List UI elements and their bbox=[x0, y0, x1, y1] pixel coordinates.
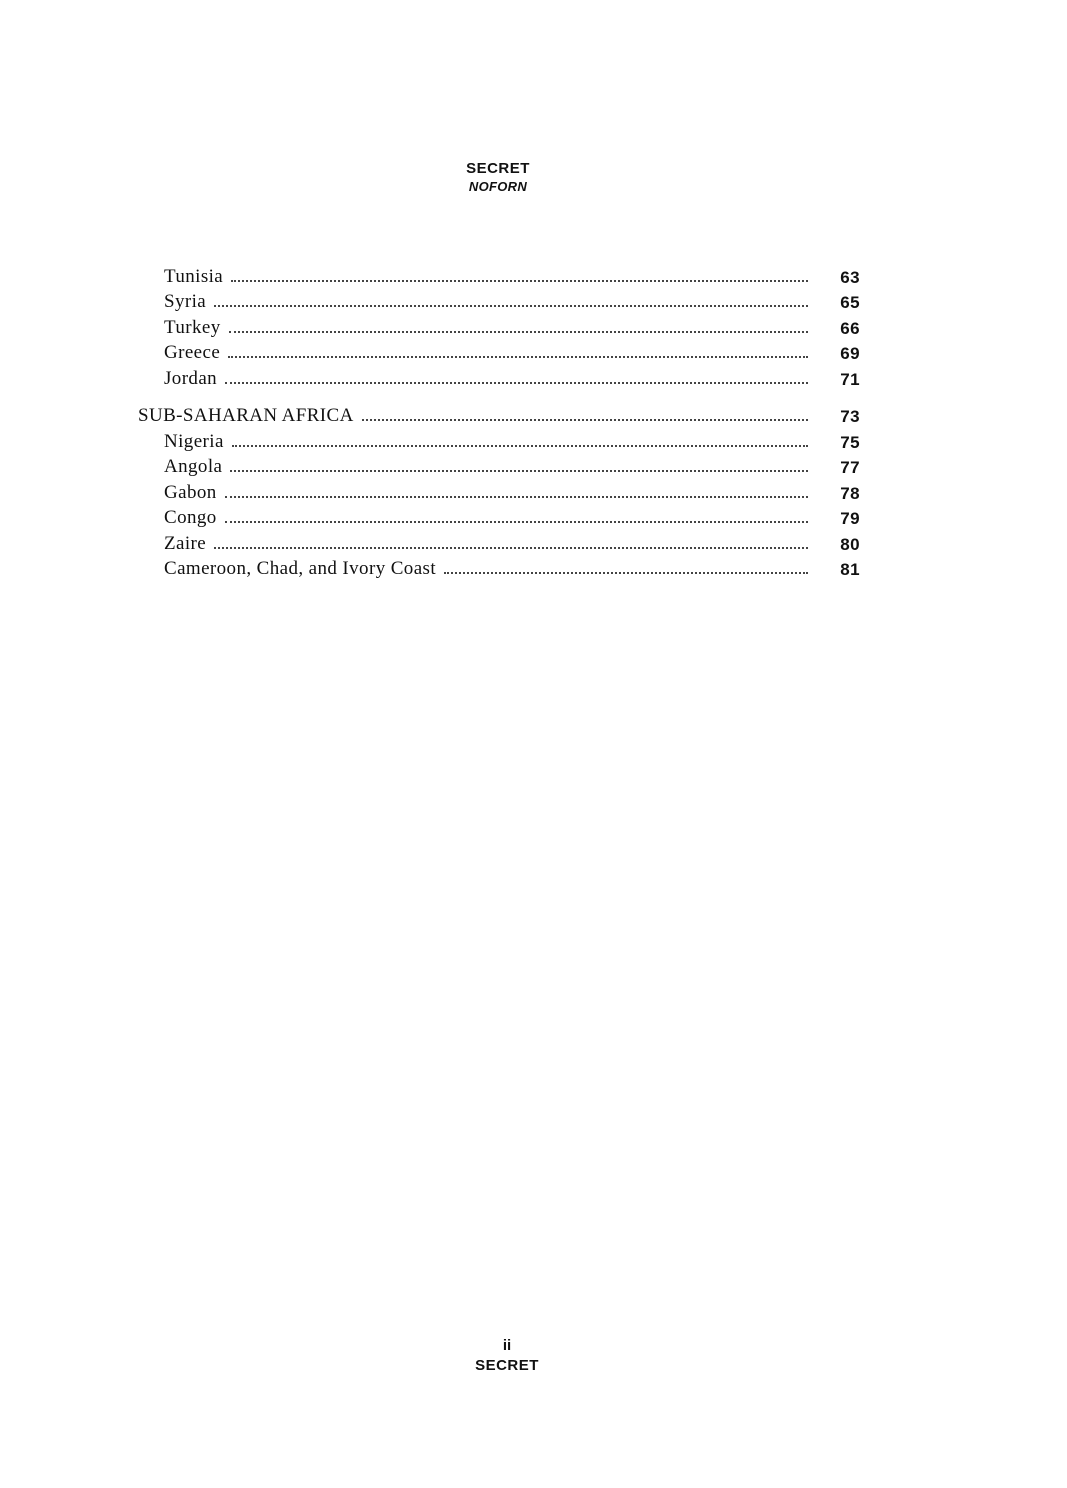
toc-entry-syria bbox=[138, 288, 860, 314]
toc-dot-leader bbox=[444, 572, 808, 574]
toc-dot-leader bbox=[225, 382, 808, 384]
toc-entry-page-number: 79 bbox=[840, 509, 860, 528]
toc-section bbox=[138, 402, 860, 581]
toc-entry-label: Cameroon, Chad, and Ivory Coast bbox=[164, 558, 437, 579]
footer-classification-marking: SECRET bbox=[475, 1356, 539, 1374]
toc-entry-page-number: 65 bbox=[840, 293, 860, 312]
toc-dot-leader bbox=[225, 496, 808, 498]
table-of-contents bbox=[138, 262, 860, 592]
page-header bbox=[0, 160, 996, 195]
toc-entry-page-number: 81 bbox=[840, 560, 860, 579]
toc-entry-label: Greece bbox=[164, 342, 221, 363]
toc-entry-jordan bbox=[138, 364, 860, 390]
toc-entry-label: Tunisia bbox=[164, 265, 224, 287]
toc-section-heading: SUB-SAHARAN AFRICA bbox=[138, 405, 354, 426]
toc-entry-label: Gabon bbox=[164, 481, 217, 503]
toc-dot-leader bbox=[229, 331, 808, 333]
toc-section bbox=[138, 262, 860, 390]
toc-entry-cameroon-chad-ivory-coast bbox=[138, 555, 860, 581]
toc-entry-page-number: 73 bbox=[840, 407, 860, 426]
page-footer bbox=[0, 1336, 1014, 1375]
toc-entry-angola bbox=[138, 453, 860, 479]
toc-entry-congo bbox=[138, 504, 860, 530]
header-classification-marking: SECRET bbox=[466, 160, 530, 177]
toc-entry-page-number: 80 bbox=[840, 534, 860, 554]
toc-entry-page-number: 77 bbox=[840, 458, 860, 477]
toc-entry-sub-saharan-africa bbox=[138, 402, 860, 428]
toc-entry-turkey bbox=[138, 313, 860, 339]
toc-entry-page-number: 71 bbox=[840, 369, 860, 389]
toc-entry-label: Angola bbox=[164, 456, 223, 477]
toc-entry-page-number: 78 bbox=[840, 483, 860, 503]
toc-entry-label: Jordan bbox=[164, 367, 218, 389]
toc-entry-page-number: 69 bbox=[840, 344, 860, 363]
toc-entry-greece bbox=[138, 339, 860, 365]
toc-entry-page-number: 63 bbox=[840, 267, 860, 287]
toc-entry-label: Zaire bbox=[164, 532, 207, 554]
toc-dot-leader bbox=[362, 419, 808, 421]
toc-entry-gabon bbox=[138, 478, 860, 504]
toc-entry-zaire bbox=[138, 529, 860, 555]
toc-dot-leader bbox=[230, 470, 808, 472]
toc-entry-label: Nigeria bbox=[164, 430, 224, 452]
toc-dot-leader bbox=[225, 521, 808, 523]
toc-entry-page-number: 66 bbox=[840, 318, 860, 338]
toc-dot-leader bbox=[214, 547, 808, 549]
toc-entry-label: Syria bbox=[164, 291, 207, 312]
toc-dot-leader bbox=[214, 305, 808, 307]
toc-entry-label: Congo bbox=[164, 507, 217, 528]
toc-entry-tunisia bbox=[138, 262, 860, 288]
toc-dot-leader bbox=[232, 445, 808, 447]
toc-entry-page-number: 75 bbox=[840, 432, 860, 452]
toc-entry-label: Turkey bbox=[164, 316, 221, 338]
toc-dot-leader bbox=[231, 280, 808, 282]
header-dissemination-marking: NOFORN bbox=[468, 178, 528, 194]
toc-dot-leader bbox=[228, 356, 808, 358]
footer-page-number: ii bbox=[502, 1337, 512, 1354]
toc-entry-nigeria bbox=[138, 427, 860, 453]
